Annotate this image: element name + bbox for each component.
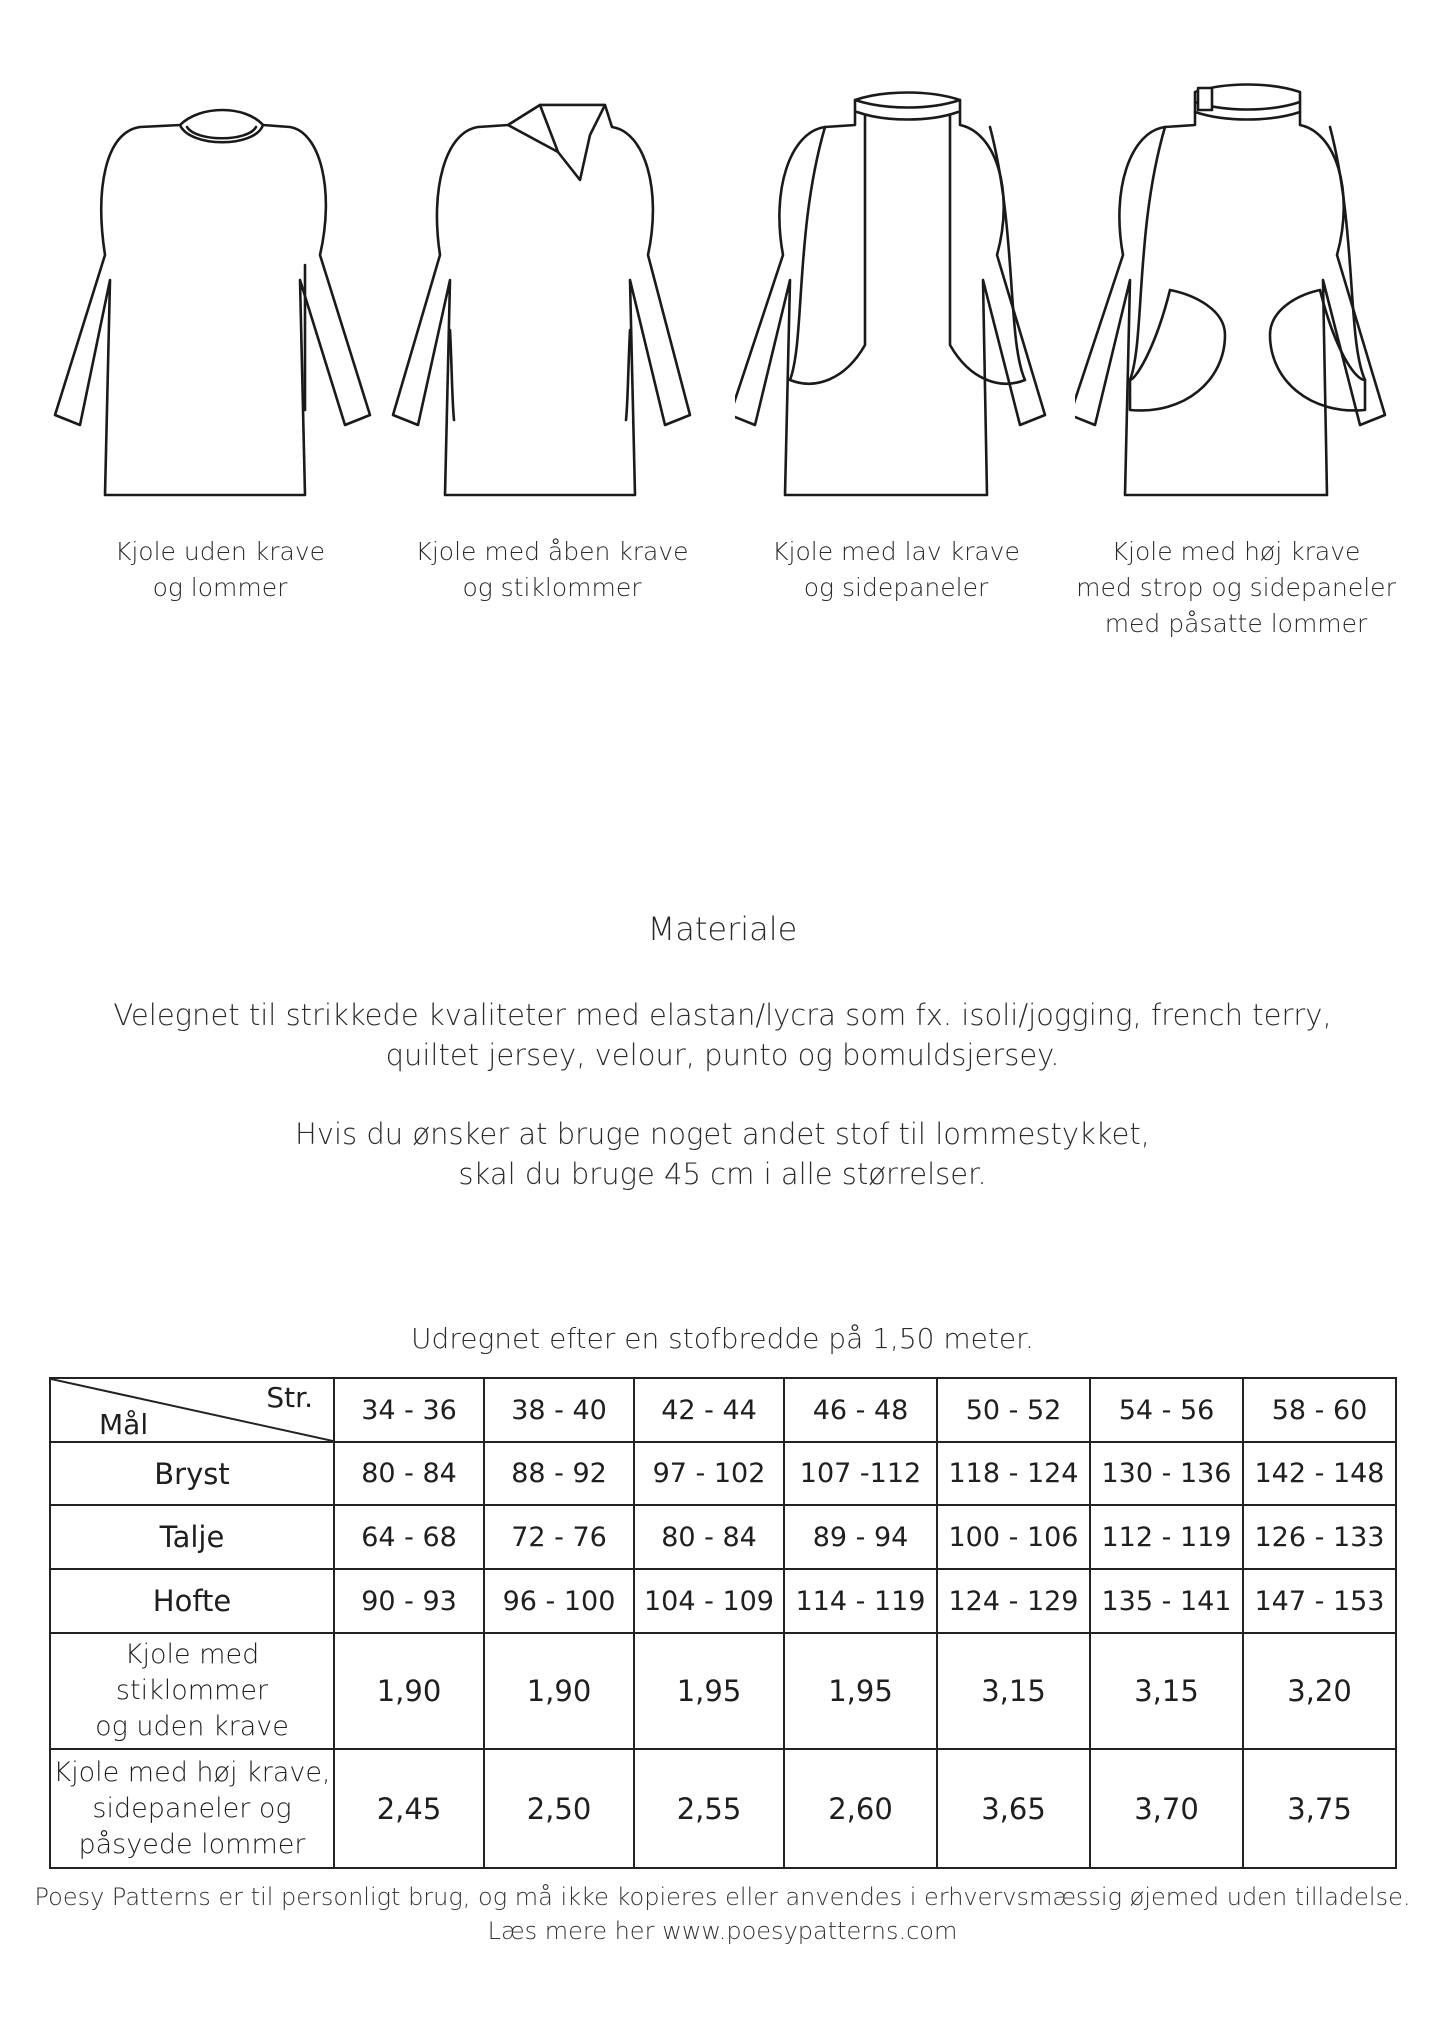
row-label: Talje [50, 1505, 334, 1569]
size-header-cell: 54 - 56 [1090, 1378, 1243, 1442]
row-label: Bryst [50, 1442, 334, 1505]
table-cell: 2,50 [484, 1749, 634, 1868]
size-header-cell: 34 - 36 [334, 1378, 484, 1442]
table-cell: 97 - 102 [634, 1442, 784, 1505]
table-cell: 88 - 92 [484, 1442, 634, 1505]
table-cell: 107 -112 [784, 1442, 937, 1505]
dress-high-collar-icon [1075, 80, 1415, 520]
table-cell: 2,45 [334, 1749, 484, 1868]
row-label: Kjole med stiklommer og uden krave [50, 1633, 334, 1749]
table-cell: 142 - 148 [1243, 1442, 1396, 1505]
table-note: Udregnet efter en stofbredde på 1,50 meter. [411, 1322, 1034, 1355]
size-header-row [50, 1378, 1396, 1442]
sketch-caption-1: Kjole uden krave og lommer [114, 537, 326, 602]
table-cell: 1,95 [784, 1633, 937, 1749]
materials-title: Materiale [647, 910, 798, 948]
table-cell: 1,95 [634, 1633, 784, 1749]
footer-copyright: Poesy Patterns er til personligt brug, og må ikke kopieres eller anvendes i erhvervsmæssig øjemed uden tilladelse. [34, 1883, 1411, 1911]
dress-no-collar-icon [50, 80, 390, 520]
table-cell: 112 - 119 [1090, 1505, 1243, 1569]
table-row-hoej-krave [50, 1749, 1396, 1868]
materials-paragraph-2: Hvis du ønsker at bruge noget andet stof til lommestykket, skal du bruge 45 cm i alle størrelser. [295, 1117, 1150, 1191]
table-row-hofte [50, 1569, 1396, 1633]
table-cell: 135 - 141 [1090, 1569, 1243, 1633]
table-cell: 64 - 68 [334, 1505, 484, 1569]
size-header-cell: 46 - 48 [784, 1378, 937, 1442]
table-cell: 72 - 76 [484, 1505, 634, 1569]
table-cell: 3,15 [1090, 1633, 1243, 1749]
table-cell: 89 - 94 [784, 1505, 937, 1569]
corner-size-label: Str. [266, 1381, 313, 1414]
row-label: Hofte [50, 1569, 334, 1633]
table-cell: 3,65 [937, 1749, 1090, 1868]
table-cell: 3,70 [1090, 1749, 1243, 1868]
table-cell: 3,75 [1243, 1749, 1396, 1868]
size-header-cell: 42 - 44 [634, 1378, 784, 1442]
table-cell: 124 - 129 [937, 1569, 1090, 1633]
table-row-stiklommer [50, 1633, 1396, 1749]
sketch-caption-3: Kjole med lav krave og sidepaneler [772, 537, 1020, 602]
table-cell: 80 - 84 [334, 1442, 484, 1505]
corner-measure-label: Mål [99, 1408, 149, 1441]
footer-link[interactable]: Læs mere her www.poesypatterns.com [487, 1917, 958, 1945]
size-table [49, 1377, 1397, 1869]
table-cell: 2,55 [634, 1749, 784, 1868]
dress-low-collar-icon [735, 80, 1075, 520]
table-cell: 1,90 [334, 1633, 484, 1749]
table-row-bryst [50, 1442, 1396, 1505]
table-corner-cell [50, 1378, 334, 1442]
table-cell: 100 - 106 [937, 1505, 1090, 1569]
table-cell: 1,90 [484, 1633, 634, 1749]
sketch-caption-4: Kjole med høj krave med strop og sidepaneler med påsatte lommer [1076, 537, 1396, 638]
footer [0, 1880, 1445, 1948]
table-cell: 3,20 [1243, 1633, 1396, 1749]
row-label: Kjole med høj krave, sidepaneler og påsyede lommer [50, 1749, 334, 1868]
size-header-cell: 38 - 40 [484, 1378, 634, 1442]
sketch-row [0, 0, 1445, 660]
table-cell: 104 - 109 [634, 1569, 784, 1633]
size-header-cell: 50 - 52 [937, 1378, 1090, 1442]
size-header-cell: 58 - 60 [1243, 1378, 1396, 1442]
table-cell: 118 - 124 [937, 1442, 1090, 1505]
table-cell: 96 - 100 [484, 1569, 634, 1633]
table-cell: 114 - 119 [784, 1569, 937, 1633]
table-cell: 147 - 153 [1243, 1569, 1396, 1633]
table-cell: 126 - 133 [1243, 1505, 1396, 1569]
table-cell: 2,60 [784, 1749, 937, 1868]
dress-open-collar-icon [390, 80, 730, 520]
table-cell: 90 - 93 [334, 1569, 484, 1633]
materials-paragraph-1: Velegnet til strikkede kvaliteter med elastan/lycra som fx. isoli/jogging, french terry, quiltet jersey, velour, punto og bomuldsjersey. [113, 998, 1332, 1072]
sketch-caption-2: Kjole med åben krave og stiklommer [415, 537, 689, 602]
table-row-talje [50, 1505, 1396, 1569]
table-cell: 80 - 84 [634, 1505, 784, 1569]
table-cell: 130 - 136 [1090, 1442, 1243, 1505]
table-cell: 3,15 [937, 1633, 1090, 1749]
